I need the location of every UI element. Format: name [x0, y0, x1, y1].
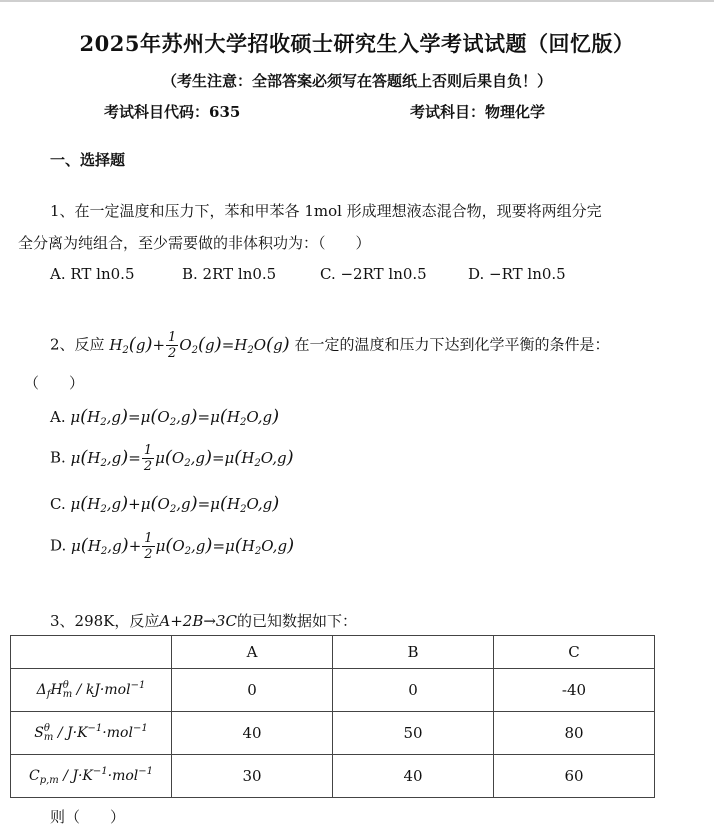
- q3-intro-prefix: 3、298K，反应: [50, 612, 160, 630]
- q3-partial-line: 则（ ）: [50, 808, 126, 826]
- table-header-cell: [11, 636, 172, 669]
- q1-option-a: A. RT ln0.5: [50, 265, 135, 283]
- subject-code: [104, 101, 240, 122]
- q2-stem: [50, 330, 610, 361]
- table-header-cell: A: [172, 636, 333, 669]
- table-cell: 40: [333, 755, 494, 798]
- q2-prefix: 2、反应: [50, 335, 105, 354]
- table-cell: 30: [172, 755, 333, 798]
- subject-name: [410, 101, 545, 122]
- q2-option-c: C. $\mu(H_2,g)+\mu(O_2,g)=\mu(H_2O,g)$: [50, 493, 280, 515]
- table-header-cell: B: [333, 636, 494, 669]
- q2-option-d-label: D.: [50, 536, 67, 555]
- q2-option-b: B. $\mu(H_2,g)=$ $\frac{1}{2}$ $\mu(O_2,g)=\mu(H_2O,g)$: [50, 443, 294, 474]
- exam-notice: （考生注意：全部答案必须写在答题纸上否则后果自负！）: [161, 72, 552, 90]
- q2-option-a: A. $\mu(H_2,g)=\mu(O_2,g)=\mu(H_2O,g)$: [50, 406, 280, 428]
- subject-code-value: 635: [209, 103, 241, 121]
- q1-option-c: C. −2RT ln0.5: [320, 265, 427, 283]
- table-cell: 80: [494, 712, 655, 755]
- q2-option-c-label: C.: [50, 495, 66, 513]
- table-header-row: [11, 636, 655, 669]
- table-cell: 60: [494, 755, 655, 798]
- table-row: [11, 669, 655, 712]
- subject-code-label: 考试科目代码：: [104, 103, 210, 121]
- q2-option-a-label: A.: [50, 408, 66, 426]
- q2-option-d: D. $\mu(H_2,g)+$ $\frac{1}{2}$ $\mu(O_2,g)=\mu(H_2O,g)$: [50, 531, 295, 562]
- row-label-entropy: $S^\theta_m / J\cdot K^{-1}\cdot mol^{-1}$: [11, 712, 172, 755]
- section-title: 一、选择题: [50, 151, 126, 169]
- table-header-cell: C: [494, 636, 655, 669]
- page-title: 2025年苏州大学招收硕士研究生入学考试试题（回忆版）: [79, 31, 635, 56]
- q1-line2: 全分离为纯组合，至少需要做的非体积功为：（ ）: [18, 234, 371, 252]
- q2-option-b-label: B.: [50, 448, 66, 467]
- table-row: [11, 755, 655, 798]
- top-rule: [0, 0, 714, 2]
- table-cell: 0: [172, 669, 333, 712]
- table-cell: 0: [333, 669, 494, 712]
- q3-data-table: [10, 635, 655, 798]
- q2-blank: （ ）: [24, 374, 85, 392]
- q3-intro-suffix: 的已知数据如下：: [236, 612, 357, 630]
- subject-name-label: 考试科目：: [410, 103, 486, 121]
- table-cell: -40: [494, 669, 655, 712]
- q3-intro: [50, 610, 357, 631]
- subject-name-value: 物理化学: [485, 103, 546, 121]
- table-row: [11, 712, 655, 755]
- q2-reaction: $H_2(g)+$ $\frac{1}{2}$ $O_2(g)=H_2O(g)$: [109, 330, 290, 361]
- row-label-heat-capacity: $C_{p,m} / J\cdot K^{-1}\cdot mol^{-1}$: [11, 755, 172, 798]
- q1-option-b: B. 2RT ln0.5: [182, 265, 277, 283]
- table-cell: 40: [172, 712, 333, 755]
- q1-line1: 1、在一定温度和压力下，苯和甲苯各 1mol 形成理想液态混合物，现要将两组分完: [50, 202, 602, 220]
- table-cell: 50: [333, 712, 494, 755]
- row-label-enthalpy: $\Delta_fH^\theta_m / kJ\cdot mol^{-1}$: [11, 669, 172, 712]
- q3-reaction: A+2B→3C: [159, 612, 237, 630]
- q2-suffix: 在一定的温度和压力下达到化学平衡的条件是：: [294, 335, 610, 354]
- q1-option-d: D. −RT ln0.5: [468, 265, 566, 283]
